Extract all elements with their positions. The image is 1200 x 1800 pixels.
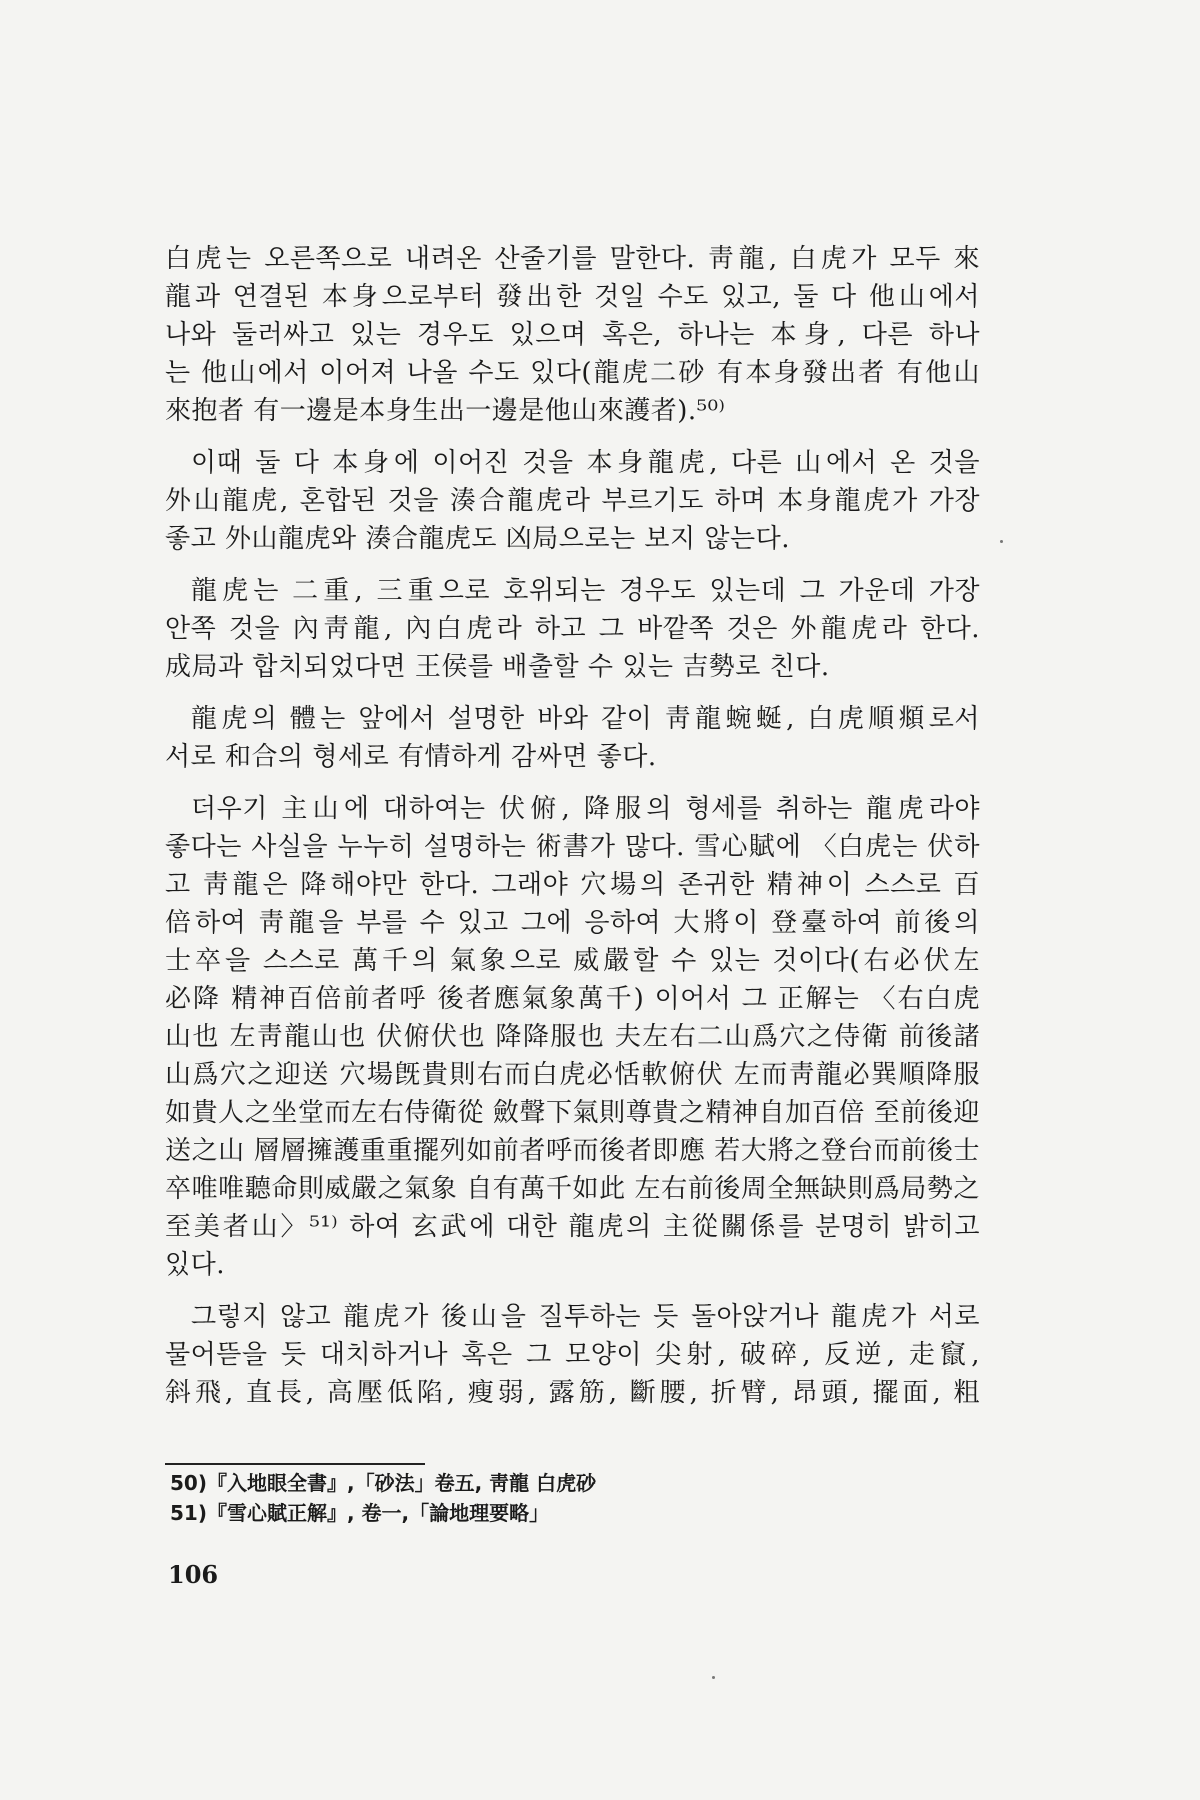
text-line: 그렇지 않고 龍虎가 後山을 질투하는 듯 돌아앉거나 龍虎가 서로 xyxy=(191,1302,980,1332)
text-line: 나와 둘러싸고 있는 경우도 있으며 혹은, 하나는 本身, 다른 하나 xyxy=(165,320,980,350)
scan-speck xyxy=(1000,540,1003,543)
footnotes xyxy=(170,1468,870,1528)
text-line: 送之山 層層擁護重重擺列如前者呼而後者即應 若大將之登台而前後士 xyxy=(165,1136,980,1166)
text-line: 斜飛, 直長, 高壓低陷, 瘦弱, 露筋, 斷腰, 折臂, 昂頭, 擺面, 粗 xyxy=(165,1378,980,1408)
text-line: 至美者山〉⁵¹⁾ 하여 玄武에 대한 龍虎의 主從關係를 분명히 밝히고 xyxy=(165,1212,980,1242)
text-line: 이때 둘 다 本身에 이어진 것을 本身龍虎, 다른 山에서 온 것을 xyxy=(191,448,980,478)
text-line: 안쪽 것을 內靑龍, 內白虎라 하고 그 바깥쪽 것은 外龍虎라 한다. xyxy=(165,614,980,644)
text-line: 卒唯唯聽命則威嚴之氣象 自有萬千如此 左右前後周全無缺則爲局勢之 xyxy=(165,1174,980,1204)
text-line: 必降 精神百倍前者呼 後者應氣象萬千) 이어서 그 正解는 〈右白虎 xyxy=(165,984,980,1014)
text-line: 더우기 主山에 대하여는 伏俯, 降服의 형세를 취하는 龍虎라야 xyxy=(191,794,980,824)
text-line: 成局과 합치되었다면 王侯를 배출할 수 있는 吉勢로 친다. xyxy=(165,652,830,682)
text-line: 山也 左靑龍山也 伏俯伏也 降降服也 夫左右二山爲穴之侍衛 前後諸 xyxy=(165,1022,980,1052)
scan-speck xyxy=(712,1676,715,1679)
text-line: 如貴人之坐堂而左右侍衛從 斂聲下氣則尊貴之精神自加百倍 至前後迎 xyxy=(165,1098,980,1128)
text-line: 는 他山에서 이어져 나올 수도 있다(龍虎二砂 有本身發出者 有他山 xyxy=(165,358,980,388)
footnote-51: 51)『雪心賦正解』, 卷一,「論地理要略」 xyxy=(170,1501,550,1525)
text-line: 고 靑龍은 降해야만 한다. 그래야 穴場의 존귀한 精神이 스스로 百 xyxy=(165,870,980,900)
text-line: 龍과 연결된 本身으로부터 發出한 것일 수도 있고, 둘 다 他山에서 xyxy=(165,282,980,312)
text-line: 山爲穴之迎送 穴場旣貴則右而白虎必恬軟俯伏 左而靑龍必巽順降服 xyxy=(165,1060,980,1090)
text-line: 龍虎의 體는 앞에서 설명한 바와 같이 靑龍蜿蜒, 白虎順頫로서 xyxy=(191,704,980,734)
text-line: 물어뜯을 듯 대치하거나 혹은 그 모양이 尖射, 破碎, 反逆, 走竄, xyxy=(165,1340,980,1370)
text-line: 서로 和合의 형세로 有情하게 감싸면 좋다. xyxy=(165,742,657,772)
text-line: 外山龍虎, 혼합된 것을 湊合龍虎라 부르기도 하며 本身龍虎가 가장 xyxy=(165,486,980,516)
text-line: 좋고 外山龍虎와 湊合龍虎도 凶局으로는 보지 않는다. xyxy=(165,524,790,554)
text-line: 白虎는 오른쪽으로 내려온 산줄기를 말한다. 靑龍, 白虎가 모두 來 xyxy=(165,244,980,274)
text-line: 來抱者 有一邊是本身生出一邊是他山來護者).⁵⁰⁾ xyxy=(165,396,726,426)
text-line: 있다. xyxy=(165,1250,225,1280)
text-line: 좋다는 사실을 누누히 설명하는 術書가 많다. 雪心賦에 〈白虎는 伏하 xyxy=(165,832,980,862)
body-text xyxy=(165,240,980,1412)
footnote-divider xyxy=(165,1463,425,1465)
text-line: 士卒을 스스로 萬千의 氣象으로 威嚴할 수 있는 것이다(右必伏左 xyxy=(165,946,980,976)
page-number: 106 xyxy=(168,1560,219,1589)
text-line: 倍하여 靑龍을 부를 수 있고 그에 응하여 大將이 登臺하여 前後의 xyxy=(165,908,980,938)
footnote-50: 50)『入地眼全書』,「砂法」卷五, 靑龍 白虎砂 xyxy=(170,1471,597,1495)
text-line: 龍虎는 二重, 三重으로 호위되는 경우도 있는데 그 가운데 가장 xyxy=(191,576,980,606)
